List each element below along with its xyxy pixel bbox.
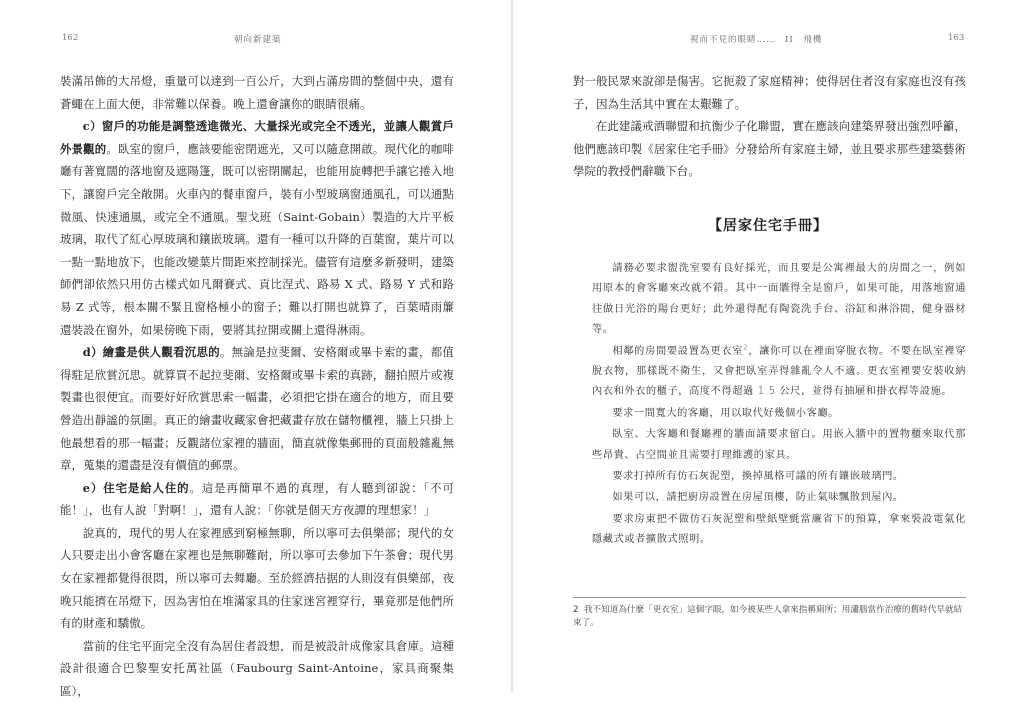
manual-item: 如果可以，請把廚房設置在房屋頂樓，防止氣味飄散到屋內。 xyxy=(612,492,904,504)
paragraph: 裝滿吊飾的大吊燈，重量可以達到一百公斤，大到占滿房間的整個中央，還有蒼蠅在上面大便，非常難以保養。晚上還會讓你的眼睛很痛。 xyxy=(60,74,454,111)
paragraph: 說真的，現代的男人在家裡感到窮極無聊，所以寧可去俱樂部；現代的女人只要走出小會客廳在家裡也是無聊難耐，所以寧可去參加下午茶會；現代男女在家裡都覺得很悶，所以寧可去舞廳。至於經濟拮据的人則沒有俱樂部，夜晚只能擠在吊燈下，因為害怕在堆滿家具的住家迷宮裡穿行，畢竟那是他們所有的財產和驕傲。 xyxy=(60,525,454,631)
running-head: 朝向新建築 xyxy=(234,35,282,45)
paragraph: 對一般民眾來說卻是傷害。它扼殺了家庭精神；使得居住者沒有家庭也沒有孩子，因為生活其中實在太艱難了。 xyxy=(573,74,966,111)
paragraph: 在此建議戒酒聯盟和抗衡少子化聯盟，實在應該向建築界發出強烈呼籲，他們應該印製《居家住宅手冊》分發給所有家庭主婦，並且要求那些建築藝術學院的教授們辭職下台。 xyxy=(573,119,966,179)
running-head: 視而不見的眼睛…… II 飛機 xyxy=(690,35,823,45)
body-text xyxy=(573,70,966,183)
manual-item: 要求房東把不做仿石灰泥塑和壁紙壁氈當廉省下的預算，拿來裝設電氣化隱藏式或者擴散式照明。 xyxy=(592,513,966,546)
paragraph xyxy=(60,341,454,477)
manual-item-text: ，讓你可以在裡面穿脫衣物。不要在臥室裡穿脫衣物，那樣既不衛生，又會把臥室弄得雜亂令人不適。更衣室裡要安裝收納內衣和外衣的櫃子，高度不得超過 1.5 公尺，並得有抽屜和掛衣桿等設施。 xyxy=(592,345,966,398)
manual-item: 要求打掉所有仿石灰泥塑，換掉風格可議的所有鑲嵌玻璃門。 xyxy=(612,471,904,483)
paragraph-text: 。這是再簡單不過的真理，有人聽到卻說：「不可能！」，也有人說「對啊！」，還有人說：「你就是個天方夜譚的理想家！」 xyxy=(60,480,454,518)
manual-item xyxy=(592,342,966,403)
manual-title: 【居家住宅手冊】 xyxy=(708,218,828,234)
paragraph-text: 。無論是拉斐爾、安格爾或畢卡索的畫，都值得駐足欣賞沉思。就算買不起拉斐爾、安格爾或畢卡索的真跡，翻拍照片或複製畫也很便宜。而要好好欣賞思索一幅畫，必須把它掛在適合的地方，而且要營造出靜謐的氛圍。真正的繪畫收藏家會把藏畫存放在儲物櫃裡，牆上只掛上他最想看的那一幅畫；反觀諸位家裡的牆面，簡直就像集郵冊的頁面般雜亂無章，蒐集的還盡是沒有價值的郵票。 xyxy=(60,345,454,473)
body-text xyxy=(60,70,454,703)
bold-heading: c）窗戶的功能是調整透進微光、大量採光或完全不透光，並讓人觀賞戶外景觀的 xyxy=(60,119,454,156)
left-page xyxy=(0,0,512,699)
manual-item: 要求一間寬大的客廳，用以取代好幾個小客廳。 xyxy=(612,407,839,419)
right-page xyxy=(512,0,1024,693)
page-number: 162 xyxy=(62,33,79,43)
footnote-text: 我不知道為什麼「更衣室」這個字眼，如今被某些人拿來指稱廁所；用瀟腦當作治療的舊時代早就結束了。 xyxy=(573,605,963,628)
paragraph: 當前的住宅平面完全沒有為居住者設想，而是被設計成像家具倉庫。這種設計很適合巴黎聖安托萬社區（Faubourg Saint-Antoine，家具商聚集區）， xyxy=(60,638,454,699)
manual-item-text: 相鄰的房間要設置為更衣室 xyxy=(612,345,744,357)
paragraph xyxy=(60,115,454,341)
manual-section xyxy=(592,259,966,552)
footnote-divider xyxy=(573,597,966,598)
footnote-mark[interactable]: 2 xyxy=(743,343,749,352)
paragraph xyxy=(60,477,454,522)
bold-heading: d）繪畫是供人觀看沉思的 xyxy=(82,345,220,360)
manual-item: 臥室、大客廳和餐廳裡的牆面請要求留白。用嵌入牆中的置物櫃來取代那些昂貴、占空間並且需要打理維護的家具。 xyxy=(592,429,966,461)
footnote-number: 2 xyxy=(573,605,579,615)
footnote xyxy=(573,604,966,630)
bold-heading: e）住宅是給人住的 xyxy=(82,480,190,495)
page-number: 163 xyxy=(948,33,965,43)
manual-item: 請務必要求盥洗室要有良好採光，而且要是公寓裡最大的房間之一，例如用原本的會客廳來改就不錯。其中一面牆得全是窗戶，如果可能，用落地窗通往做日光浴的陽台更好；此外還得配有陶瓷洗手台、浴缸和淋浴間，健身器材等。 xyxy=(592,263,966,336)
paragraph-text: 。臥室的窗戶，應該要能密閉遮光，又可以隨意開啟。現代化的咖啡廳有著寬闊的落地窗及遮陽篷，既可以密閉關起，也能用旋轉把手讓它捲入地下，讓窗戶完全敞開。火車內的餐車窗戶，裝有小型玻璃窗通風孔，可以通點微風、快速通風，或完全不通風。聖戈班（Saint-Gobain）製造的大片平板玻璃，取代了紅心厚玻璃和鑲嵌玻璃。還有一種可以升降的百葉窗，葉片可以一點一點地放下，也能改變葉片間距來控制採光。儘管有這麼多新發明，建築師們卻依然只用仿古樣式如凡爾賽式、貢比涅式、路易 X 式、路易 Y 式和路易 Z 式等，根本關不緊且窗格極小的窗子；難以打開也就算了，百葉晴雨簾還裝設在窗外，如果傍晚下雨，要將其拉開或關上還得淋雨。 xyxy=(60,141,454,337)
